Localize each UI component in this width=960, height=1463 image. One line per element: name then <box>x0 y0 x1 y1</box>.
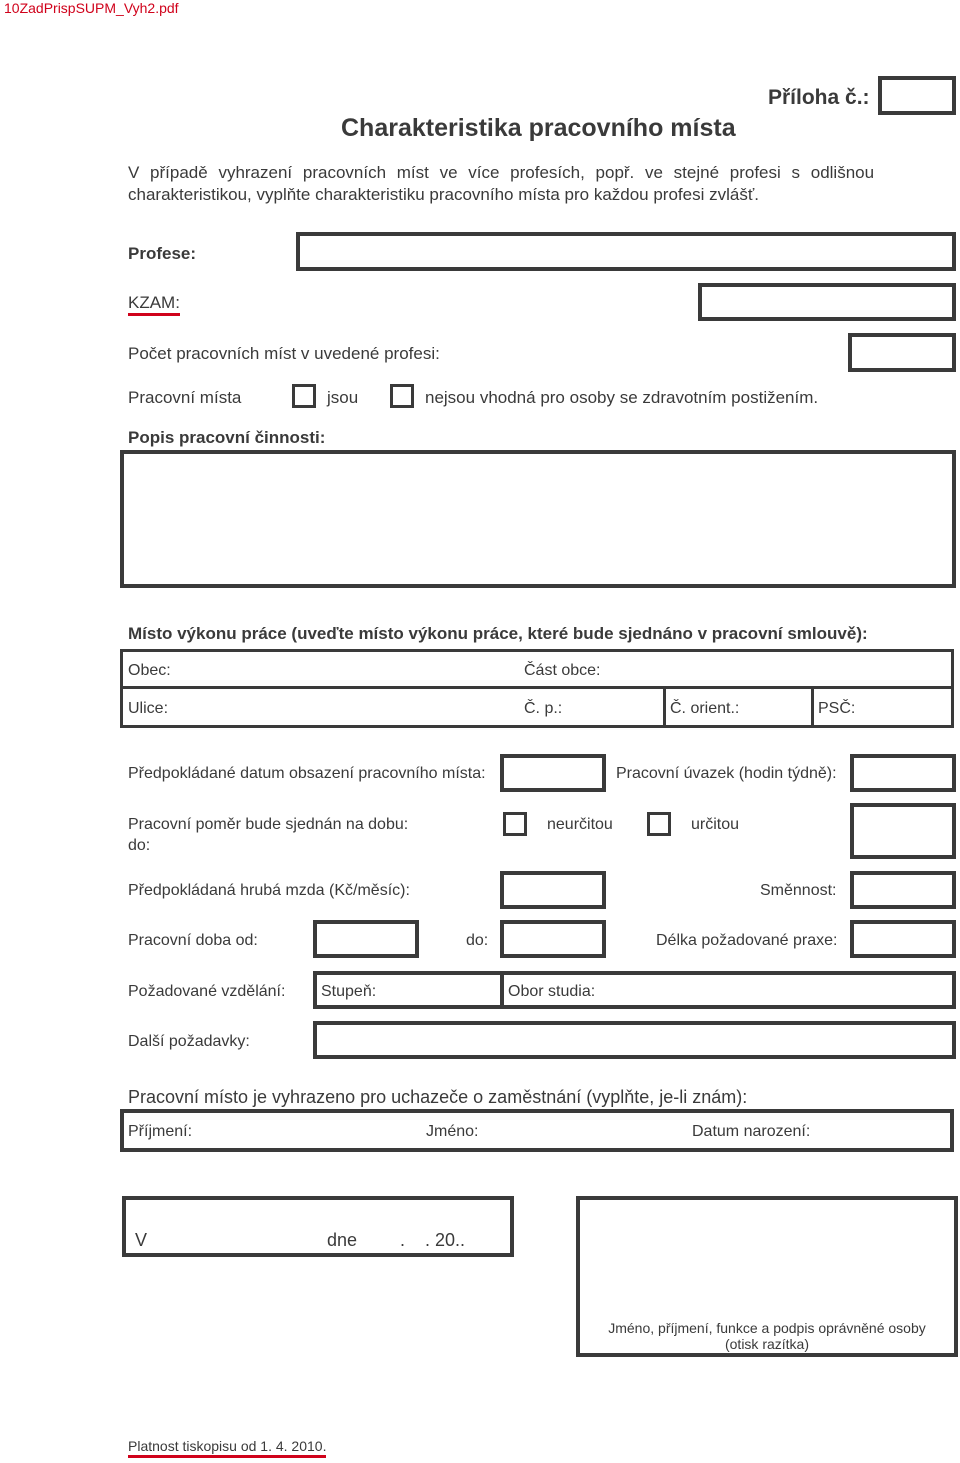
misto-col-divider-2 <box>811 686 814 728</box>
neurcitou-label: neurčitou <box>547 816 613 833</box>
dne-label: dne <box>327 1230 358 1250</box>
uvazek-input[interactable] <box>850 754 956 792</box>
dalsi-label: Další požadavky: <box>128 1033 250 1050</box>
orient-field[interactable]: Č. orient.: <box>670 700 740 717</box>
date-placeholder: . . 20.. <box>400 1230 466 1250</box>
pocet-label: Počet pracovních míst v uvedené profesi: <box>128 344 440 363</box>
smennost-label: Směnnost: <box>760 882 837 899</box>
doba-od-label: Pracovní doba od: <box>128 932 258 949</box>
misto-row-divider <box>120 686 954 689</box>
platnost-label <box>128 1438 326 1454</box>
prijmeni-field[interactable]: Příjmení: <box>128 1123 193 1140</box>
filename-label: 10ZadPrispSUPM_Vyh2.pdf <box>4 0 179 16</box>
urcitou-checkbox[interactable] <box>647 812 671 836</box>
doba-od-input[interactable] <box>313 920 419 958</box>
jmeno-field[interactable]: Jméno: <box>426 1123 479 1140</box>
popis-label: Popis pracovní činnosti: <box>128 428 326 447</box>
obor-field[interactable]: Obor studia: <box>508 983 596 1000</box>
doba-do-input[interactable] <box>500 920 606 958</box>
pomer-do-label: do: <box>128 837 151 854</box>
v-label: V <box>135 1230 148 1250</box>
stupen-field[interactable]: Stupeň: <box>321 983 377 1000</box>
jsou-checkbox[interactable] <box>292 384 316 408</box>
psc-field[interactable]: PSČ: <box>818 700 856 717</box>
misto-heading: Místo výkonu práce (uveďte místo výkonu práce, které bude sjednáno v pracovní smlouvě): <box>128 624 868 643</box>
pomer-label: Pracovní poměr bude sjednán na dobu: <box>128 816 409 833</box>
pomer-do-input[interactable] <box>850 803 956 859</box>
mzda-input[interactable] <box>500 871 606 909</box>
profese-label: Profese: <box>128 244 197 263</box>
obec-field[interactable]: Obec: <box>128 662 171 679</box>
datum-narozeni-field[interactable]: Datum narození: <box>692 1123 811 1140</box>
pracovni-mista-label: Pracovní místa <box>128 388 242 407</box>
ulice-field[interactable]: Ulice: <box>128 700 169 717</box>
priloha-input[interactable] <box>878 76 956 115</box>
vzdelani-label: Požadované vzdělání: <box>128 983 286 1000</box>
kzam-label-text: KZAM: <box>128 293 180 316</box>
praxe-label: Délka požadované praxe: <box>656 932 838 949</box>
vyhrazeno-box <box>120 1109 954 1152</box>
misto-col-divider-1 <box>663 686 666 728</box>
signature-caption-2: (otisk razítka) <box>724 1336 809 1352</box>
praxe-input[interactable] <box>850 920 956 958</box>
kzam-label <box>128 293 180 313</box>
datum-obsazeni-label: Předpokládané datum obsazení pracovního místa: <box>128 765 486 782</box>
dalsi-input[interactable] <box>313 1021 956 1059</box>
vzdelani-divider <box>500 971 504 1009</box>
jsou-label: jsou <box>327 388 359 407</box>
vyhrazeno-heading: Pracovní místo je vyhrazeno pro uchazeče o zaměstnání (vyplňte, je-li znám): <box>128 1087 748 1107</box>
mzda-label: Předpokládaná hrubá mzda (Kč/měsíc): <box>128 882 410 899</box>
intro-line-1: V případě vyhrazení pracovních míst ve více profesích, popř. ve stejné profesi s odlišnou <box>128 163 875 182</box>
priloha-label: Příloha č.: <box>768 86 870 109</box>
pocet-input[interactable] <box>848 333 956 372</box>
uvazek-label: Pracovní úvazek (hodin týdně): <box>616 765 837 782</box>
vzdelani-box <box>313 971 956 1009</box>
neurcitou-checkbox[interactable] <box>503 812 527 836</box>
profese-input[interactable] <box>296 232 956 271</box>
datum-obsazeni-input[interactable] <box>500 754 606 792</box>
page-title: Charakteristika pracovního místa <box>341 114 736 142</box>
cp-field[interactable]: Č. p.: <box>524 700 563 717</box>
signature-caption-1: Jméno, příjmení, funkce a podpis oprávněné osoby <box>608 1320 926 1336</box>
nejsou-checkbox[interactable] <box>390 384 414 408</box>
cast-obce-field[interactable]: Část obce: <box>524 662 601 679</box>
urcitou-label: určitou <box>691 816 740 833</box>
doba-do-label: do: <box>466 932 489 949</box>
popis-textarea[interactable] <box>120 450 956 588</box>
smennost-input[interactable] <box>850 871 956 909</box>
platnost-text: Platnost tiskopisu od 1. 4. 2010. <box>128 1438 326 1458</box>
intro-line-2: charakteristikou, vyplňte charakteristiku pracovního místa pro každou profesi zvlášť. <box>128 185 759 204</box>
kzam-input[interactable] <box>698 283 956 321</box>
nejsou-label: nejsou vhodná pro osoby se zdravotním postižením. <box>425 388 819 407</box>
